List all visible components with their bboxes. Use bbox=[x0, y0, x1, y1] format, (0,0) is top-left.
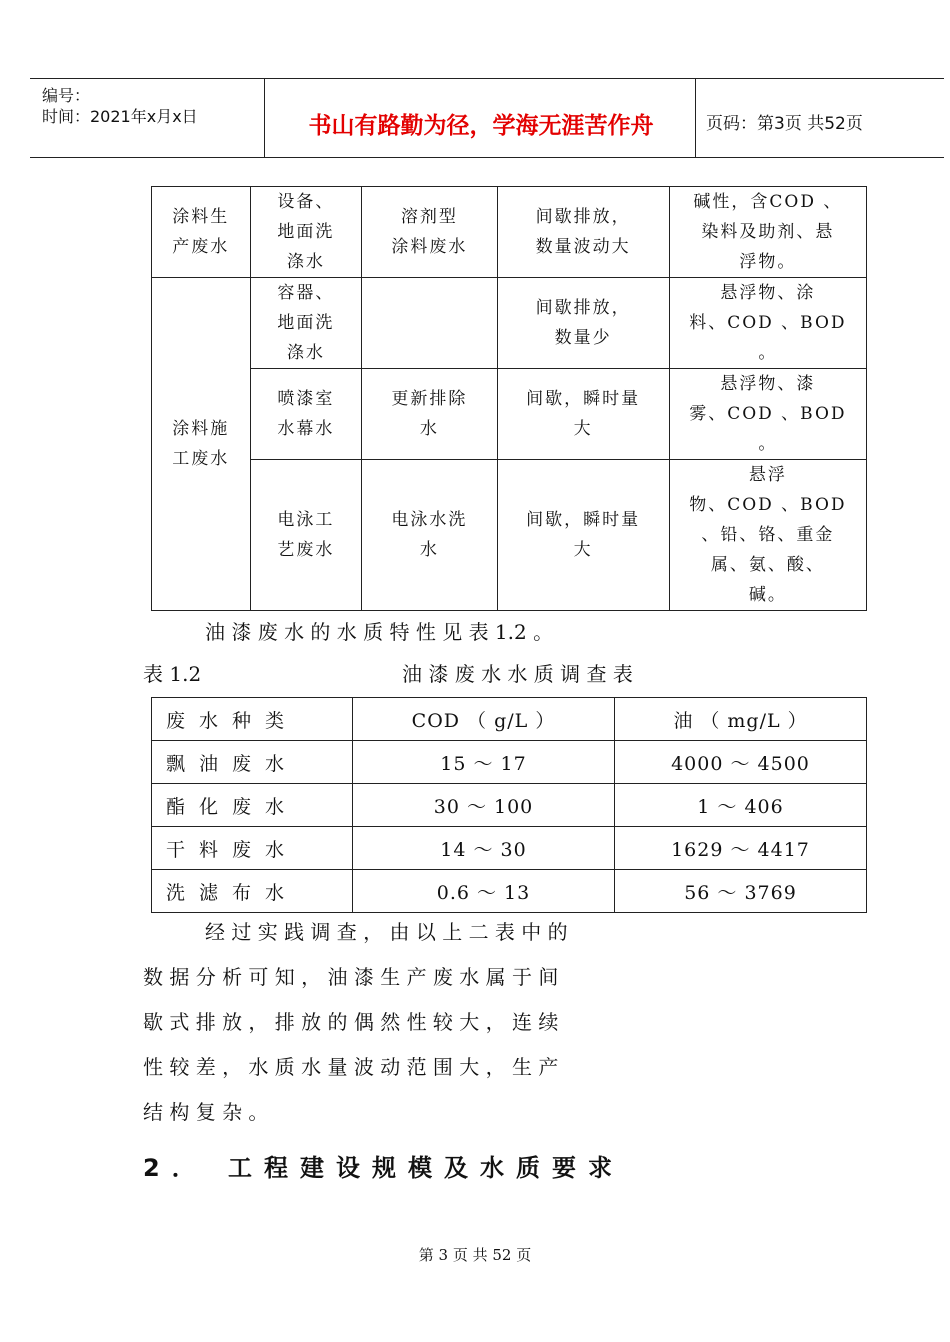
table-header-cell: 油 （ mg/L ） bbox=[615, 698, 867, 741]
table-group-cell: 涂料施 工废水 bbox=[152, 278, 251, 611]
table-cell: 涂料生 产废水 bbox=[152, 187, 251, 278]
header-meta bbox=[42, 85, 198, 127]
code-label: 编号： bbox=[42, 86, 91, 105]
table-cell: 15 ～ 17 bbox=[353, 741, 615, 784]
time-label: 时间：2021年x月x日 bbox=[42, 107, 198, 126]
table-cell: 悬浮 物、COD 、BOD 、铅、铬、重金 属、氨、酸、 碱。 bbox=[669, 460, 866, 611]
table-cell: 飘油废水 bbox=[152, 741, 353, 784]
table-cell: 悬浮物、涂 料、COD 、BOD 。 bbox=[669, 278, 866, 369]
header-page-info: 页码：第3页 共52页 bbox=[706, 114, 863, 134]
paragraph-line: 结 构 复 杂 。 bbox=[143, 1100, 269, 1124]
table-row bbox=[152, 278, 867, 369]
paragraph-line: 数 据 分 析 可 知 ， 油 漆 生 产 废 水 属 于 间 bbox=[143, 965, 559, 989]
table-cell: 电泳水洗 水 bbox=[362, 460, 497, 611]
table-cell: 干料废水 bbox=[152, 827, 353, 870]
table-cell: 间歇，瞬时量 大 bbox=[497, 460, 669, 611]
table-row bbox=[152, 187, 867, 278]
table-cell: 酯化废水 bbox=[152, 784, 353, 827]
paragraph-line: 性 较 差 ， 水 质 水 量 波 动 范 围 大 ， 生 产 bbox=[143, 1055, 559, 1079]
table-header-cell: COD （ g/L ） bbox=[353, 698, 615, 741]
table-row bbox=[152, 741, 867, 784]
table-cell: 0.6 ～ 13 bbox=[353, 870, 615, 913]
table-cell: 碱性，含COD 、 染料及助剂、悬 浮物。 bbox=[669, 187, 866, 278]
table-row bbox=[152, 827, 867, 870]
table-row bbox=[152, 784, 867, 827]
table-cell: 悬浮物、漆 雾、COD 、BOD 。 bbox=[669, 369, 866, 460]
water-quality-table bbox=[151, 697, 867, 913]
table-cell: 4000 ～ 4500 bbox=[615, 741, 867, 784]
paragraph-line: 经 过 实 践 调 查 ， 由 以 上 二 表 中 的 bbox=[205, 920, 568, 944]
table-row bbox=[152, 369, 867, 460]
table2-label: 表 1.2 bbox=[143, 662, 202, 686]
table-header-row bbox=[152, 698, 867, 741]
table-cell: 14 ～ 30 bbox=[353, 827, 615, 870]
table-cell: 更新排除 水 bbox=[362, 369, 497, 460]
table-header-cell: 废水种类 bbox=[152, 698, 353, 741]
table2-title: 油 漆 废 水 水 质 调 查 表 bbox=[402, 662, 633, 686]
table-cell bbox=[362, 278, 497, 369]
table-cell: 间歇排放， 数量波动大 bbox=[497, 187, 669, 278]
table-cell: 电泳工 艺废水 bbox=[250, 460, 362, 611]
table-cell: 溶剂型 涂料废水 bbox=[362, 187, 497, 278]
table-cell: 间歇，瞬时量 大 bbox=[497, 369, 669, 460]
header-motto: 书山有路勤为径，学海无涯苦作舟 bbox=[308, 113, 654, 139]
table-cell: 30 ～ 100 bbox=[353, 784, 615, 827]
table-cell: 56 ～ 3769 bbox=[615, 870, 867, 913]
wastewater-source-table bbox=[151, 186, 867, 611]
table-row bbox=[152, 460, 867, 611]
header-divider bbox=[264, 79, 265, 157]
table-cell: 1629 ～ 4417 bbox=[615, 827, 867, 870]
section-heading: 2． 工程建设规模及水质要求 bbox=[143, 1154, 625, 1182]
table-row bbox=[152, 870, 867, 913]
page-footer: 第 3 页 共 52 页 bbox=[418, 1246, 532, 1264]
table-cell: 洗滤布水 bbox=[152, 870, 353, 913]
paragraph-line: 歇 式 排 放 ， 排 放 的 偶 然 性 较 大 ， 连 续 bbox=[143, 1010, 559, 1034]
table-cell: 容器、 地面洗 涤水 bbox=[250, 278, 362, 369]
table-cell: 间歇排放， 数量少 bbox=[497, 278, 669, 369]
intro-text: 油 漆 废 水 的 水 质 特 性 见 表 1.2 。 bbox=[205, 620, 554, 644]
page-header bbox=[30, 78, 944, 158]
table-cell: 喷漆室 水幕水 bbox=[250, 369, 362, 460]
table-cell: 设备、 地面洗 涤水 bbox=[250, 187, 362, 278]
header-divider bbox=[695, 79, 696, 157]
table-cell: 1 ～ 406 bbox=[615, 784, 867, 827]
